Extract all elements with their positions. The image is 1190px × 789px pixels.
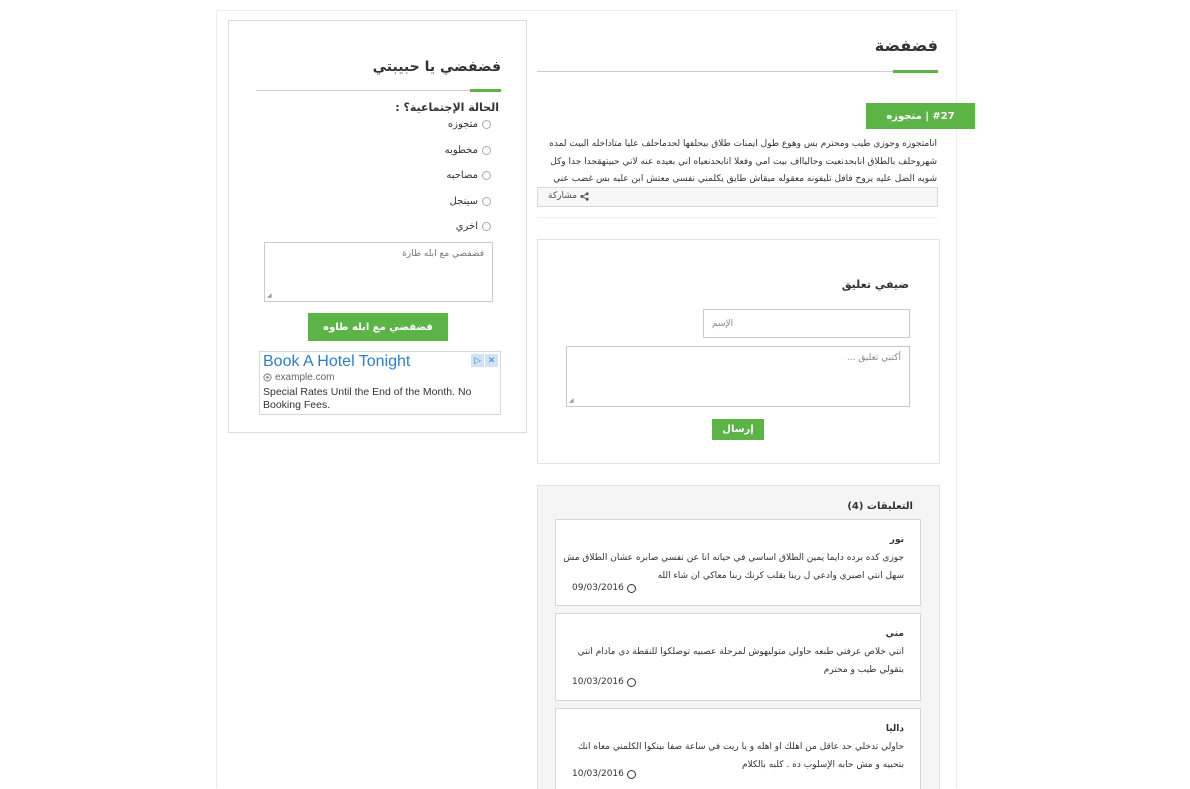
comment-text: جوزي كده برده دايما يمين الطلاق اساسي في حياته انا عن نفسي صابره عشان الطلاق مش سهل انتي اصبري وادعي ل ربنا يقلب كرنك ربنا معاكي ان شاء الله (563, 553, 904, 581)
post-tag-badge: #27 | متجوزه (866, 103, 975, 129)
section-divider (537, 217, 938, 218)
title-accent-line (893, 70, 938, 73)
resize-handle-icon[interactable]: ◢ (569, 397, 574, 404)
vent-submit-button[interactable]: فضفضي مع ابله طاوه (308, 313, 448, 341)
sidebar-form (228, 20, 527, 433)
title-divider (537, 71, 938, 72)
radio-option-engaged[interactable]: مخطوبه (445, 145, 491, 156)
comment-item (555, 613, 921, 701)
share-bar (537, 187, 938, 207)
comment-author: داليا (885, 724, 904, 734)
comment-author: مني (885, 629, 904, 639)
share-button[interactable]: مشاركة (548, 191, 589, 201)
comment-form-title: ضيفي تعليق (841, 278, 909, 291)
comments-title: التعليقات (4) (847, 501, 913, 512)
name-input[interactable]: الإسم (703, 309, 910, 338)
send-button[interactable]: إرسال (712, 419, 764, 440)
comment-date: 10/03/2016 (572, 769, 636, 779)
comment-item (555, 519, 921, 606)
globe-icon (263, 373, 272, 382)
ad-description: Special Rates Until the End of the Month. No Booking Fees. (263, 386, 472, 411)
clock-icon (627, 770, 636, 779)
radio-option-married[interactable]: متجوزه (448, 119, 491, 130)
ad-choices[interactable] (471, 354, 498, 367)
radio-button[interactable] (482, 171, 491, 180)
comment-date: 10/03/2016 (572, 677, 636, 687)
comment-text: حاولي تدخلي حد عاقل من اهلك او اهله و يا ريت في ساعة صفا بينكوا الكلمني معاه انك بتحبيه و مش حابه الإسلوب ده . كلبه بالكلام (577, 742, 904, 770)
comment-item (555, 708, 921, 789)
radio-option-dating[interactable]: مصاحبه (446, 170, 491, 181)
radio-button[interactable] (482, 146, 491, 155)
radio-option-other[interactable]: اخري (456, 221, 491, 232)
sidebar-divider (256, 90, 501, 91)
radio-button[interactable] (482, 120, 491, 129)
radio-button[interactable] (482, 222, 491, 231)
ad-info-icon[interactable]: ▷ (471, 354, 484, 367)
comment-date: 09/03/2016 (572, 583, 636, 593)
share-icon (580, 192, 589, 201)
comment-author: نور (889, 535, 904, 545)
comment-form (537, 239, 940, 464)
ad-title[interactable]: Book A Hotel Tonight (263, 353, 411, 370)
sidebar-accent-line (470, 89, 501, 92)
radio-option-single[interactable]: سينجل (450, 196, 491, 207)
ad-url[interactable]: example.com (263, 372, 334, 383)
clock-icon (627, 584, 636, 593)
marital-status-question: الحالة الإجتماعية؟ : (395, 101, 499, 114)
comments-panel (537, 485, 940, 789)
comment-text: انتي خلاص عرفتي طبعه حاولي متوليهوش لمرحلة عصبيه توصلكوا للنقطة دي مادام انتي بتقولي طيب و محترم (577, 647, 904, 675)
clock-icon (627, 678, 636, 687)
radio-button[interactable] (482, 197, 491, 206)
post-body: انامتجوزه وجوزي طيب ومحترم بس وهوع طول ايمنات طلاق بيحلفها لحدماحلف عليا متاداخله البيت لمده شهروحلف بالطلاق انابحدنعيت وحاليااف بيت امي وفعلا انابحدنعياه اني بعيده عنه لاني حبيتهقجدا جدا وكل شويه الضل عليه يروح فافل تليفونه معقوله ميقاش طايق يكلمني نفسي معتش ابن عليه بس غضب عني (549, 139, 937, 184)
resize-handle-icon[interactable]: ◢ (267, 292, 272, 299)
ad-banner[interactable] (259, 351, 501, 415)
ad-close-icon[interactable]: ✕ (485, 354, 498, 367)
sidebar-title: فضفضي يا حبيبتي (372, 59, 501, 75)
vent-textarea[interactable]: فضفضي مع ابله طازة ◢ (264, 242, 493, 302)
comment-textarea[interactable]: أكتبي تعليق ... ◢ (566, 346, 910, 407)
page-title: فضفضة (874, 36, 938, 55)
